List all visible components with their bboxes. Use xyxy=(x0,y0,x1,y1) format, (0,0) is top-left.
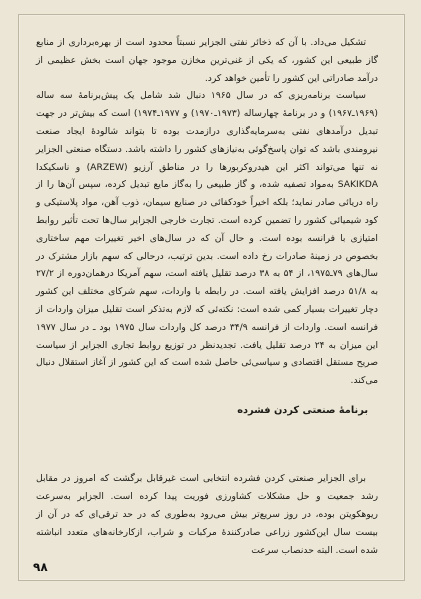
page-number: ۹۸ xyxy=(33,560,48,574)
bottom-text-block xyxy=(36,470,378,560)
main-text-block xyxy=(36,34,378,432)
paragraph-1: تشکیل می‌داد. با آن که ذخائر نفتی الجزایر نسبتاً محدود است از بهره‌برداری از منابع گاز طبیعی این کشور، که یکی از غنی‌ترین مخازن موجود جهان است بخش عظیمی از درآمد صادراتی این کشور را تأمین خواهد کرد. xyxy=(36,37,378,84)
section-heading: برنامهٔ صنعتی کردن فشرده xyxy=(237,404,368,416)
bottom-paragraph: برای الجزایر صنعتی کردن فشرده انتخابی است غیرقابل برگشت که امروز در مقابل رشد جمعیت و حل مشکلات کشاورزی فوریت پیدا کرده است. الجزایر به‌سرعت ریوهکویتن بوده، در روز سریع‌تر بیش می‌رود به‌طوری که در حد ترقی‌ای که در آن از بیست سال این‌کشور زراعی صادرکنندهٔ مرکبات و شراب، ازکارخانه‌های متعدد انباشته شده است. البته حدنصاب سرعت xyxy=(36,473,378,556)
paragraph-2: سیاست برنامه‌ریزی که در سال ۱۹۶۵ دنبال شد شامل یک پیش‌برنامهٔ سه ساله (۱۹۶۹ـ۱۹۶۷) و در برنامهٔ چهارساله (۱۹۷۳ـ۱۹۷۰) و ۱۹۷۷ـ۱۹۷۴) است که بیش‌تر در جهت تبدیل درآمدهای نفتی به‌سرمایه‌گذاری درازمدت بوده تا بتواند شالودهٔ ایجاد صنعت نیرومندی باشد که توان پاسخ‌گوئی به‌نیازهای کشور را داشته باشد. دستگاه صنعتی الجزایر نه تنها می‌تواند اکثر این هیدروکربورها را در مناطق آرزیو (ARZEW) و ناسکیکدا SAKIKDA به‌مواد تصفیه شده، و گاز طبیعی را به‌گاز مایع تبدیل کرده، سپس آن‌ها را از راه دریائی صادر نماید؛ بلکه اخیراً خودکفائی در صنایع سیمان، ذوب آهن، مواد پلاستیکی و کود شیمیائی کشور را تضمین کرده است. تجارت خارجی الجزایر سال‌ها تحت تأثیر روابط امتیازی با فرانسه بوده است. و حال آن که در سال‌های اخیر تغییرات مهم ساختاری بخصوص در زمینهٔ صادرات رخ داده است. بدین ترتیب، درحالی که سهم بازار مشترک در سال‌های ۷۹ـ۱۹۷۵، از ۵۴ به ۳۸ درصد تقلیل یافته است، سهم آمریکا درهمان‌دوره از ۲۷/۲ به ۵۱/۸ درصد افزایش یافته است. در رابطه با واردات، سهم شرکای مختلف این کشور دچار تغییرات بسیار کمی شده است: نکته‌ئی که لازم به‌تذکر است تقلیل میزان واردات از فرانسه است. واردات از فرانسه ۳۴/۹ درصد کل واردات سال ۱۹۷۵ بود ـ در سال ۱۹۷۷ این میزان به ۲۴ درصد تقلیل یافت. تجدیدنظر در توزیع روابط تجاری الجزایر از سیاست صریح مستقل اقتصادی و سیاسی‌ئی حاصل شده است که این کشور از آغاز استقلال دنبال می‌کند. xyxy=(36,90,379,387)
